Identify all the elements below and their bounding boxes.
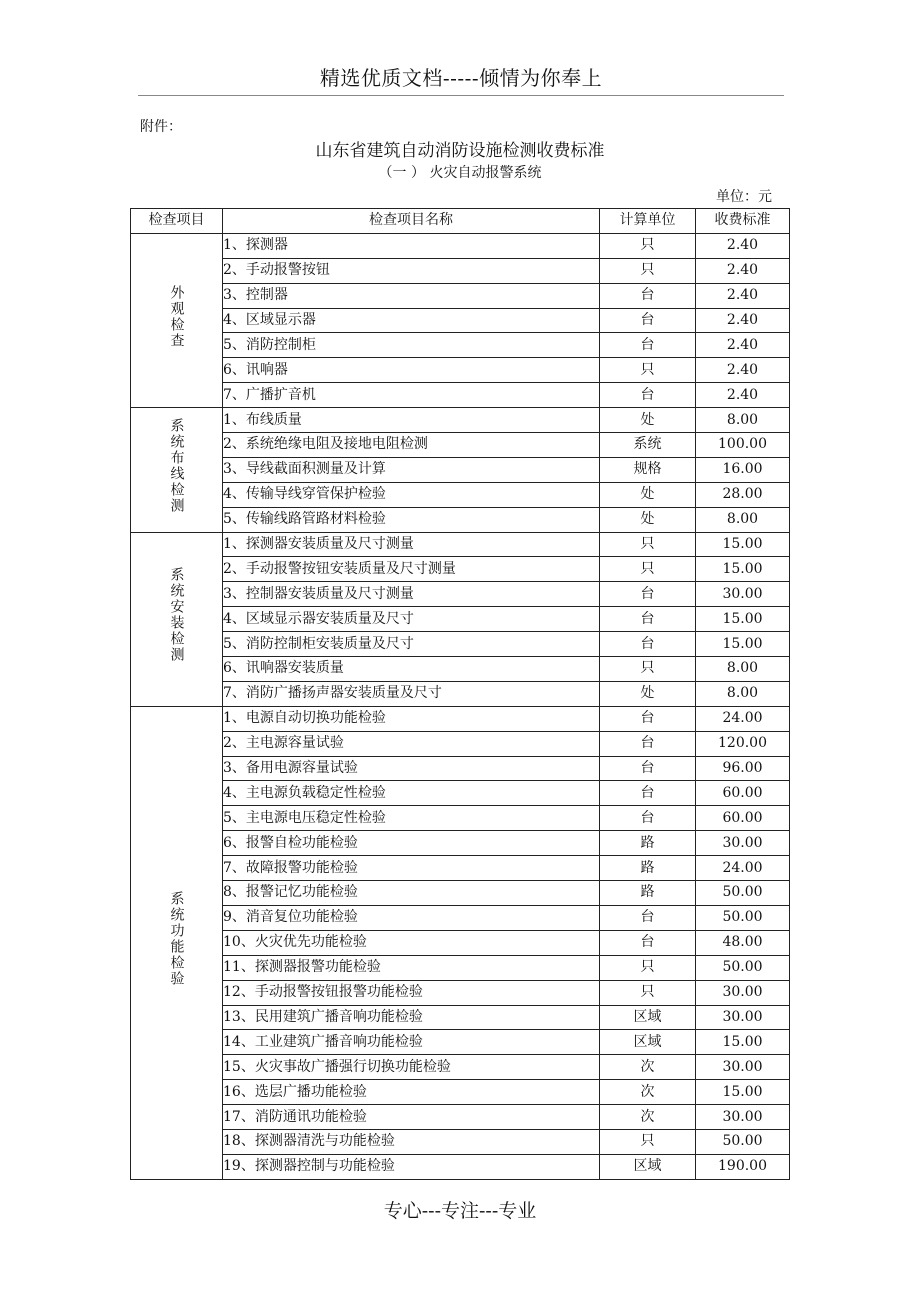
fee-cell: 2.40 xyxy=(696,258,790,283)
table-row xyxy=(131,930,790,955)
unit-cell: 只 xyxy=(600,358,696,383)
fee-cell: 30.00 xyxy=(696,1105,790,1130)
unit-cell: 只 xyxy=(600,955,696,980)
fee-cell: 8.00 xyxy=(696,681,790,706)
unit-cell: 路 xyxy=(600,831,696,856)
category-label: 系统安装检测 xyxy=(168,567,185,664)
item-name-cell: 3、控制器 xyxy=(223,283,600,308)
item-name-cell: 5、主电源电压稳定性检验 xyxy=(223,806,600,831)
unit-cell: 只 xyxy=(600,1129,696,1154)
fee-cell: 30.00 xyxy=(696,1005,790,1030)
table-header-row xyxy=(131,209,790,234)
table-row xyxy=(131,1005,790,1030)
fee-cell: 15.00 xyxy=(696,1080,790,1105)
unit-cell: 台 xyxy=(600,806,696,831)
page-footer: 专心---专注---专业 xyxy=(383,1200,537,1222)
item-name-cell: 17、消防通讯功能检验 xyxy=(223,1105,600,1130)
item-name-cell: 4、主电源负载稳定性检验 xyxy=(223,781,600,806)
table-row xyxy=(131,507,790,532)
item-name-cell: 10、火灾优先功能检验 xyxy=(223,930,600,955)
item-name-cell: 3、备用电源容量试验 xyxy=(223,756,600,781)
unit-cell: 系统 xyxy=(600,433,696,458)
fee-cell: 30.00 xyxy=(696,1055,790,1080)
unit-cell: 台 xyxy=(600,632,696,657)
item-name-cell: 1、探测器 xyxy=(223,233,600,258)
fee-cell: 15.00 xyxy=(696,532,790,557)
item-name-cell: 6、报警自检功能检验 xyxy=(223,831,600,856)
item-name-cell: 1、布线质量 xyxy=(223,408,600,433)
item-name-cell: 5、消防控制柜 xyxy=(223,333,600,358)
item-name-cell: 1、探测器安装质量及尺寸测量 xyxy=(223,532,600,557)
unit-cell: 台 xyxy=(600,383,696,408)
currency-unit: 单位：元 xyxy=(716,189,772,205)
unit-cell: 台 xyxy=(600,607,696,632)
column-header-fee: 收费标准 xyxy=(696,209,790,234)
column-header-item-name: 检查项目名称 xyxy=(223,209,600,234)
table-row xyxy=(131,358,790,383)
fee-cell: 60.00 xyxy=(696,806,790,831)
table-row xyxy=(131,258,790,283)
fee-cell: 30.00 xyxy=(696,831,790,856)
unit-cell: 只 xyxy=(600,532,696,557)
fee-cell: 24.00 xyxy=(696,706,790,731)
item-name-cell: 7、故障报警功能检验 xyxy=(223,856,600,881)
category-cell xyxy=(131,532,223,706)
table-row xyxy=(131,831,790,856)
fee-cell: 50.00 xyxy=(696,1129,790,1154)
table-row xyxy=(131,1055,790,1080)
fee-cell: 30.00 xyxy=(696,582,790,607)
table-row xyxy=(131,383,790,408)
unit-cell: 台 xyxy=(600,930,696,955)
unit-cell: 处 xyxy=(600,482,696,507)
item-name-cell: 3、控制器安装质量及尺寸测量 xyxy=(223,582,600,607)
table-row xyxy=(131,433,790,458)
unit-cell: 路 xyxy=(600,856,696,881)
table-row xyxy=(131,532,790,557)
unit-cell: 只 xyxy=(600,657,696,682)
header-divider xyxy=(138,95,784,96)
table-row xyxy=(131,756,790,781)
table-row xyxy=(131,1030,790,1055)
item-name-cell: 5、消防控制柜安装质量及尺寸 xyxy=(223,632,600,657)
table-row xyxy=(131,1080,790,1105)
unit-cell: 台 xyxy=(600,905,696,930)
table-row xyxy=(131,706,790,731)
fee-table xyxy=(130,208,790,1180)
fee-cell: 190.00 xyxy=(696,1154,790,1179)
item-name-cell: 2、手动报警按钮 xyxy=(223,258,600,283)
fee-cell: 50.00 xyxy=(696,881,790,906)
column-header-category: 检查项目 xyxy=(131,209,223,234)
fee-cell: 2.40 xyxy=(696,283,790,308)
table-row xyxy=(131,657,790,682)
table-row xyxy=(131,881,790,906)
unit-cell: 处 xyxy=(600,408,696,433)
category-label: 系统功能检验 xyxy=(168,890,185,987)
fee-cell: 8.00 xyxy=(696,408,790,433)
unit-cell: 台 xyxy=(600,582,696,607)
category-label: 系统布线检测 xyxy=(168,417,185,514)
item-name-cell: 4、区域显示器 xyxy=(223,308,600,333)
table-row xyxy=(131,632,790,657)
table-row xyxy=(131,781,790,806)
unit-cell: 只 xyxy=(600,258,696,283)
item-name-cell: 16、选层广播功能检验 xyxy=(223,1080,600,1105)
category-label: 外观检查 xyxy=(168,284,185,349)
fee-cell: 2.40 xyxy=(696,358,790,383)
unit-cell: 只 xyxy=(600,233,696,258)
fee-cell: 15.00 xyxy=(696,557,790,582)
unit-cell: 台 xyxy=(600,308,696,333)
table-row xyxy=(131,482,790,507)
item-name-cell: 8、报警记忆功能检验 xyxy=(223,881,600,906)
table-row xyxy=(131,980,790,1005)
fee-cell: 15.00 xyxy=(696,607,790,632)
item-name-cell: 12、手动报警按钮报警功能检验 xyxy=(223,980,600,1005)
fee-cell: 28.00 xyxy=(696,482,790,507)
item-name-cell: 7、广播扩音机 xyxy=(223,383,600,408)
unit-cell: 次 xyxy=(600,1055,696,1080)
fee-cell: 8.00 xyxy=(696,657,790,682)
item-name-cell: 2、主电源容量试验 xyxy=(223,731,600,756)
category-cell xyxy=(131,233,223,407)
table-row xyxy=(131,457,790,482)
page-header: 精选优质文档-----倾情为你奉上 xyxy=(319,66,603,90)
item-name-cell: 2、系统绝缘电阻及接地电阻检测 xyxy=(223,433,600,458)
table-row xyxy=(131,333,790,358)
item-name-cell: 3、导线截面积测量及计算 xyxy=(223,457,600,482)
fee-cell: 50.00 xyxy=(696,905,790,930)
category-cell xyxy=(131,706,223,1179)
unit-cell: 次 xyxy=(600,1105,696,1130)
table-row xyxy=(131,233,790,258)
unit-cell: 路 xyxy=(600,881,696,906)
item-name-cell: 5、传输线路管路材料检验 xyxy=(223,507,600,532)
table-row xyxy=(131,955,790,980)
item-name-cell: 11、探测器报警功能检验 xyxy=(223,955,600,980)
fee-cell: 120.00 xyxy=(696,731,790,756)
unit-cell: 处 xyxy=(600,507,696,532)
fee-cell: 15.00 xyxy=(696,1030,790,1055)
table-row xyxy=(131,905,790,930)
table-row xyxy=(131,1129,790,1154)
table-row xyxy=(131,557,790,582)
table-row xyxy=(131,607,790,632)
item-name-cell: 19、探测器控制与功能检验 xyxy=(223,1154,600,1179)
fee-table-body xyxy=(131,233,790,1179)
table-row xyxy=(131,1105,790,1130)
unit-cell: 规格 xyxy=(600,457,696,482)
item-name-cell: 9、消音复位功能检验 xyxy=(223,905,600,930)
unit-cell: 台 xyxy=(600,333,696,358)
item-name-cell: 15、火灾事故广播强行切换功能检验 xyxy=(223,1055,600,1080)
attachment-label: 附件： xyxy=(140,119,182,135)
item-name-cell: 2、手动报警按钮安装质量及尺寸测量 xyxy=(223,557,600,582)
item-name-cell: 7、消防广播扬声器安装质量及尺寸 xyxy=(223,681,600,706)
fee-cell: 60.00 xyxy=(696,781,790,806)
table-row xyxy=(131,582,790,607)
unit-cell: 处 xyxy=(600,681,696,706)
item-name-cell: 6、讯响器安装质量 xyxy=(223,657,600,682)
table-row xyxy=(131,1154,790,1179)
fee-cell: 2.40 xyxy=(696,233,790,258)
fee-cell: 2.40 xyxy=(696,383,790,408)
item-name-cell: 4、传输导线穿管保护检验 xyxy=(223,482,600,507)
item-name-cell: 6、讯响器 xyxy=(223,358,600,383)
unit-cell: 台 xyxy=(600,731,696,756)
item-name-cell: 13、民用建筑广播音响功能检验 xyxy=(223,1005,600,1030)
table-row xyxy=(131,308,790,333)
table-row xyxy=(131,283,790,308)
fee-cell: 2.40 xyxy=(696,308,790,333)
table-row xyxy=(131,856,790,881)
column-header-unit: 计算单位 xyxy=(600,209,696,234)
fee-cell: 8.00 xyxy=(696,507,790,532)
fee-cell: 2.40 xyxy=(696,333,790,358)
unit-cell: 区域 xyxy=(600,1154,696,1179)
document-title: 山东省建筑自动消防设施检测收费标准 xyxy=(315,141,605,161)
unit-cell: 区域 xyxy=(600,1005,696,1030)
item-name-cell: 14、工业建筑广播音响功能检验 xyxy=(223,1030,600,1055)
table-row xyxy=(131,806,790,831)
fee-cell: 100.00 xyxy=(696,433,790,458)
unit-cell: 台 xyxy=(600,283,696,308)
unit-cell: 台 xyxy=(600,781,696,806)
fee-cell: 50.00 xyxy=(696,955,790,980)
unit-cell: 只 xyxy=(600,557,696,582)
unit-cell: 区域 xyxy=(600,1030,696,1055)
fee-cell: 48.00 xyxy=(696,930,790,955)
item-name-cell: 1、电源自动切换功能检验 xyxy=(223,706,600,731)
unit-cell: 台 xyxy=(600,706,696,731)
fee-cell: 24.00 xyxy=(696,856,790,881)
fee-cell: 30.00 xyxy=(696,980,790,1005)
unit-cell: 台 xyxy=(600,756,696,781)
fee-cell: 15.00 xyxy=(696,632,790,657)
category-cell xyxy=(131,408,223,532)
item-name-cell: 4、区域显示器安装质量及尺寸 xyxy=(223,607,600,632)
fee-cell: 16.00 xyxy=(696,457,790,482)
unit-cell: 只 xyxy=(600,980,696,1005)
fee-cell: 96.00 xyxy=(696,756,790,781)
table-row xyxy=(131,731,790,756)
document-subtitle: （一 ） 火灾自动报警系统 xyxy=(378,165,542,181)
unit-cell: 次 xyxy=(600,1080,696,1105)
item-name-cell: 18、探测器清洗与功能检验 xyxy=(223,1129,600,1154)
table-row xyxy=(131,681,790,706)
table-row xyxy=(131,408,790,433)
